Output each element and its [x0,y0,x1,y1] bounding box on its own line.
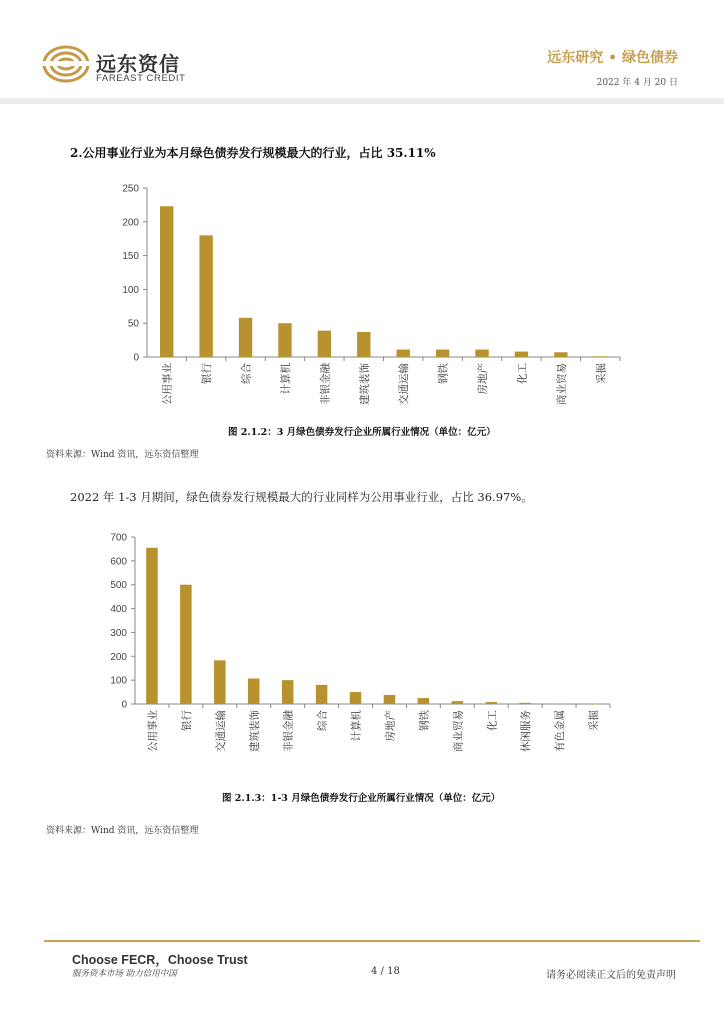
footer-subslogan: 服务资本市场 助力信用中国 [72,969,177,979]
category-label: 建筑装饰 [248,710,261,752]
category-label: 建筑装饰 [358,363,371,405]
bar [318,331,331,357]
chart-svg [100,175,640,415]
bar [519,703,531,704]
category-label: 银行 [201,363,214,384]
category-label: 商业贸易 [452,710,465,752]
report-series-title: 远东研究 • 绿色债券 [547,50,678,66]
category-label: 计算机 [279,363,292,395]
category-label: 公用事业 [146,710,159,752]
bar [350,692,362,704]
bar [594,356,607,357]
bar [248,678,260,704]
y-tick-label: 0 [121,699,127,711]
bar [160,206,173,357]
bar [475,350,488,357]
figure-caption: 图 2.1.3：1-3 月绿色债券发行企业所属行业情况（单位：亿元） [222,793,501,804]
y-tick-label: 600 [110,556,127,568]
report-date: 2022 年 4 月 20 日 [596,78,678,88]
category-label: 化工 [486,710,499,731]
figure-caption: 图 2.1.2：3 月绿色债券发行企业所属行业情况（单位：亿元） [228,427,496,438]
bar [418,698,430,704]
category-label: 有色金属 [554,710,567,752]
bar [316,685,328,704]
category-label: 房地产 [384,710,397,742]
bar [239,318,252,357]
bar [146,548,158,704]
section-title: 2.公用事业行业为本月绿色债券发行规模最大的行业，占比 35.11% [70,146,436,160]
bar [452,701,464,704]
category-label: 交通运输 [214,710,227,752]
bar [199,235,212,357]
bar [384,695,396,704]
chart-monthly-industry [100,175,640,415]
page-number: 4 / 18 [371,966,400,977]
y-tick-label: 50 [127,318,139,330]
y-tick-label: 100 [122,284,139,296]
footer-slogan: Choose FECR，Choose Trust [72,953,248,967]
y-tick-label: 150 [122,251,139,263]
bar [485,702,497,704]
category-label: 化工 [516,363,529,384]
category-label: 综合 [316,710,329,731]
figure-source: 资料来源：Wind 资讯，远东资信整理 [46,826,199,836]
body-paragraph: 2022 年 1-3 月期间，绿色债券发行规模最大的行业同样为公用事业行业，占比 36.97%。 [70,490,533,504]
figure-source: 资料来源：Wind 资讯，远东资信整理 [46,450,199,460]
y-tick-label: 400 [110,604,127,616]
bar [554,352,567,357]
y-tick-label: 700 [110,532,127,544]
footer-disclaimer: 请务必阅读正文后的免责声明 [546,970,676,981]
bar [282,680,294,704]
footer-divider [44,940,700,942]
category-label: 采掘 [588,710,601,731]
y-tick-label: 500 [110,580,127,592]
category-label: 非银金融 [319,363,332,405]
chart-svg [100,528,640,768]
header-divider [0,98,724,104]
category-label: 房地产 [477,363,490,395]
bar [397,350,410,357]
category-label: 休闲服务 [520,710,533,752]
y-tick-label: 300 [110,627,127,639]
chart-quarterly-industry [100,528,640,768]
bar [278,323,291,357]
category-label: 交通运输 [398,363,411,405]
y-tick-label: 0 [133,352,139,364]
bar [515,352,528,357]
bar [357,332,370,357]
bar [214,660,226,704]
bar [436,350,449,357]
y-tick-label: 200 [122,217,139,229]
y-tick-label: 200 [110,651,127,663]
y-tick-label: 250 [122,183,139,195]
category-label: 计算机 [350,710,363,742]
y-tick-label: 100 [110,675,127,687]
brand-name-cn: 远东资信 [96,52,180,76]
bar [587,704,599,705]
bar [553,704,565,705]
fareast-credit-logo-icon [42,44,90,84]
category-label: 钢铁 [418,710,431,731]
category-label: 钢铁 [437,363,450,384]
brand-name-en: FAREAST CREDIT [96,73,186,84]
category-label: 商业贸易 [555,363,568,405]
category-label: 综合 [240,363,253,384]
category-label: 采掘 [595,362,608,384]
bar [180,585,192,704]
category-label: 非银金融 [282,710,295,752]
category-label: 公用事业 [161,363,174,405]
category-label: 银行 [180,710,193,731]
